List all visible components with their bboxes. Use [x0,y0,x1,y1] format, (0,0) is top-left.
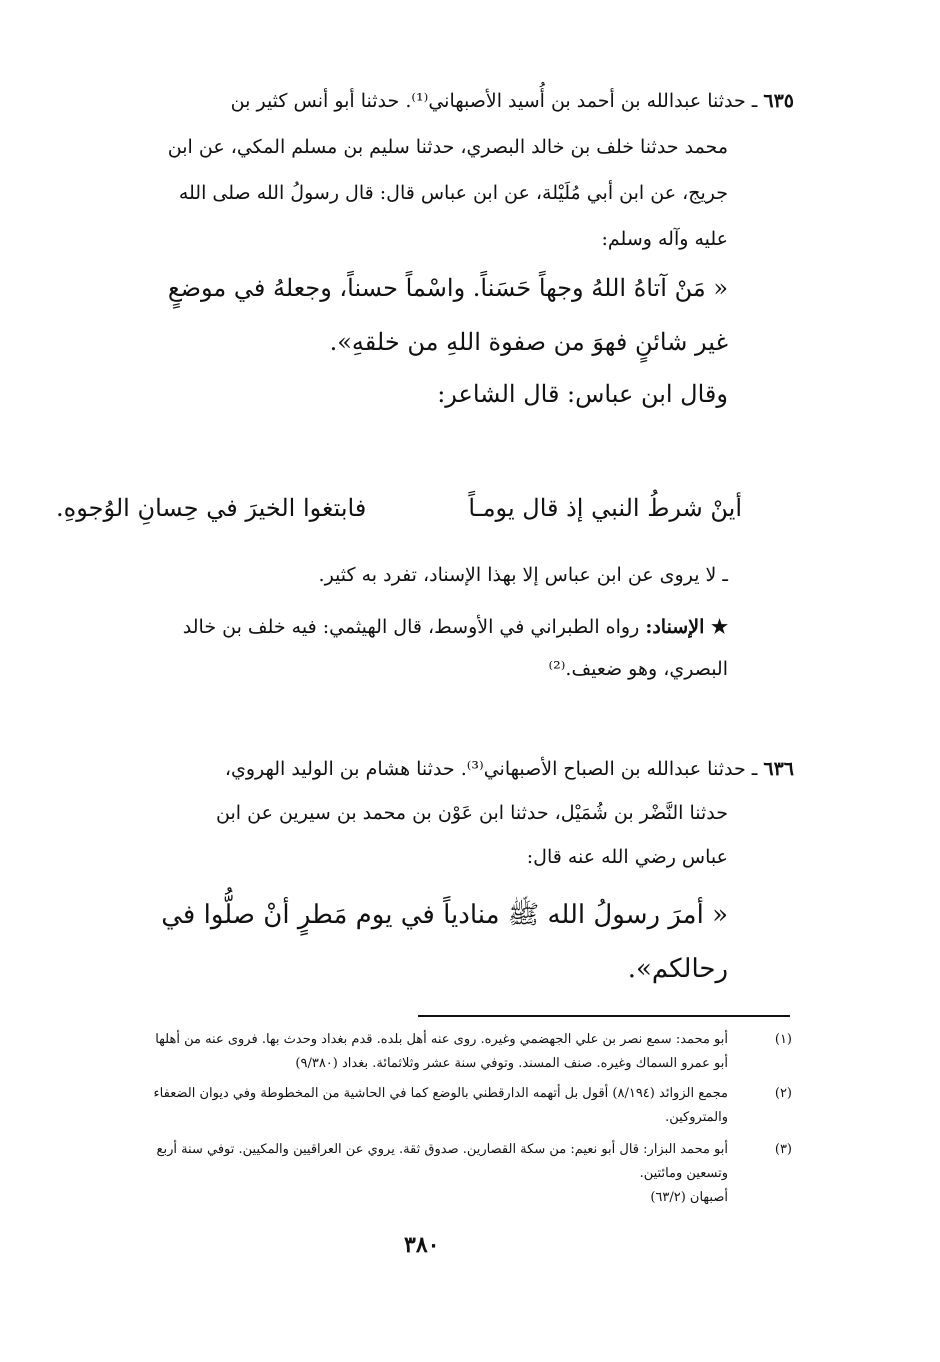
hadith-number: ٦٣٦ [763,758,794,780]
hadith-635-line-4: عليه وآله وسلم: [601,228,728,250]
hadith-635-line-2: محمد حدثنا خلف بن خالد البصري، حدثنا سليم بن مسلم المكي، عن ابن [167,136,728,158]
isnad-line-2: البصري، وهو ضعيف.⁽²⁾ [548,658,728,680]
narration-note: ـ لا يروى عن ابن عباس إلا بهذا الإسناد، تفرد به كثير. [318,564,728,586]
page-number: ٣٨٠ [404,1232,440,1258]
footnote-divider [418,1015,790,1017]
footnote-3-line-1: أبو محمد البزار: قال أبو نعيم: من سكة القصارين. صدوق ثقة. يروي عن العراقيين والمكيين. توفي سنة أربع [156,1142,728,1157]
hadith-number: ٦٣٥ [763,90,794,112]
footnote-3-line-3: أصبهان (٦٣/٢) [650,1190,728,1205]
footnote-2-line-1: مجمع الزوائد (٨/١٩٤) أقول بل أتهمه الدارقطني بالوضع كما في الحاشية من المخطوطة وفي ديوان الضعفاء [153,1086,728,1101]
matn-636-line-2: رحالكم». [627,954,728,984]
footnote-3-line-2: وتسعين ومائتين. [639,1166,728,1181]
footnote-3-label: (٣) [774,1142,792,1157]
hadith-635-line-1: ٦٣٥ ـ حدثنا عبدالله بن أحمد بن أُسيد الأصبهاني⁽¹⁾. حدثنا أبو أنس كثير بن [230,90,794,112]
hadith-636-line-2: حدثنا النَّضْر بن شُمَيْل، حدثنا ابن عَوْن بن محمد بن سيرين عن ابن [216,802,728,824]
matn-636-line-1: « أمرَ رسولُ الله ﷺ منادياً في يوم مَطرٍ أنْ صلُّوا في [161,900,728,930]
matn-line-1: « مَنْ آتاهُ اللهُ وجهاً حَسَناً. واسْماً حسناً، وجعلهُ في موضعٍ [167,274,728,302]
isnad-label: ★ الإسناد: [645,616,728,638]
hadith-635-line-3: جريج، عن ابن أبي مُلَيْلة، عن ابن عباس قال: قال رسولُ الله صلى الله [178,182,728,204]
footnote-2-line-2: والمتروكين. [665,1110,728,1125]
footnote-2-label: (٢) [774,1086,792,1101]
hadith-636-line-3: عباس رضي الله عنه قال: [526,846,728,868]
matn-line-3: وقال ابن عباس: قال الشاعر: [437,380,728,408]
footnote-1-line-1: أبو محمد: سمع نصر بن علي الجهضمي وغيره. روى عنه أهل بلده. قدم بغداد وحدث بها. فروى عنه من أهلها [155,1032,728,1047]
poem-hemistich-right: أينْ شرطُ النبي إذ قال يومـاً [468,494,742,522]
hadith-636-line-1: ٦٣٦ ـ حدثنا عبدالله بن الصباح الأصبهاني⁽³⁾. حدثنا هشام بن الوليد الهروي، [224,758,794,780]
isnad-line-1: ★ الإسناد: رواه الطبراني في الأوسط، قال الهيثمي: فيه خلف بن خالد [182,616,728,638]
footnote-1-line-2: أبو عمرو السماك وغيره. صنف المسند. وتوفي سنة عشر وثلاثمائة. بغداد (٩/٣٨٠) [295,1056,728,1071]
footnote-1-label: (١) [774,1032,792,1047]
matn-line-2: غير شائنٍ فهوَ من صفوة اللهِ من خلقهِ». [329,328,728,356]
poem-hemistich-left: فابتغوا الخيرَ في حِسانِ الوُجوهِ. [56,494,367,522]
